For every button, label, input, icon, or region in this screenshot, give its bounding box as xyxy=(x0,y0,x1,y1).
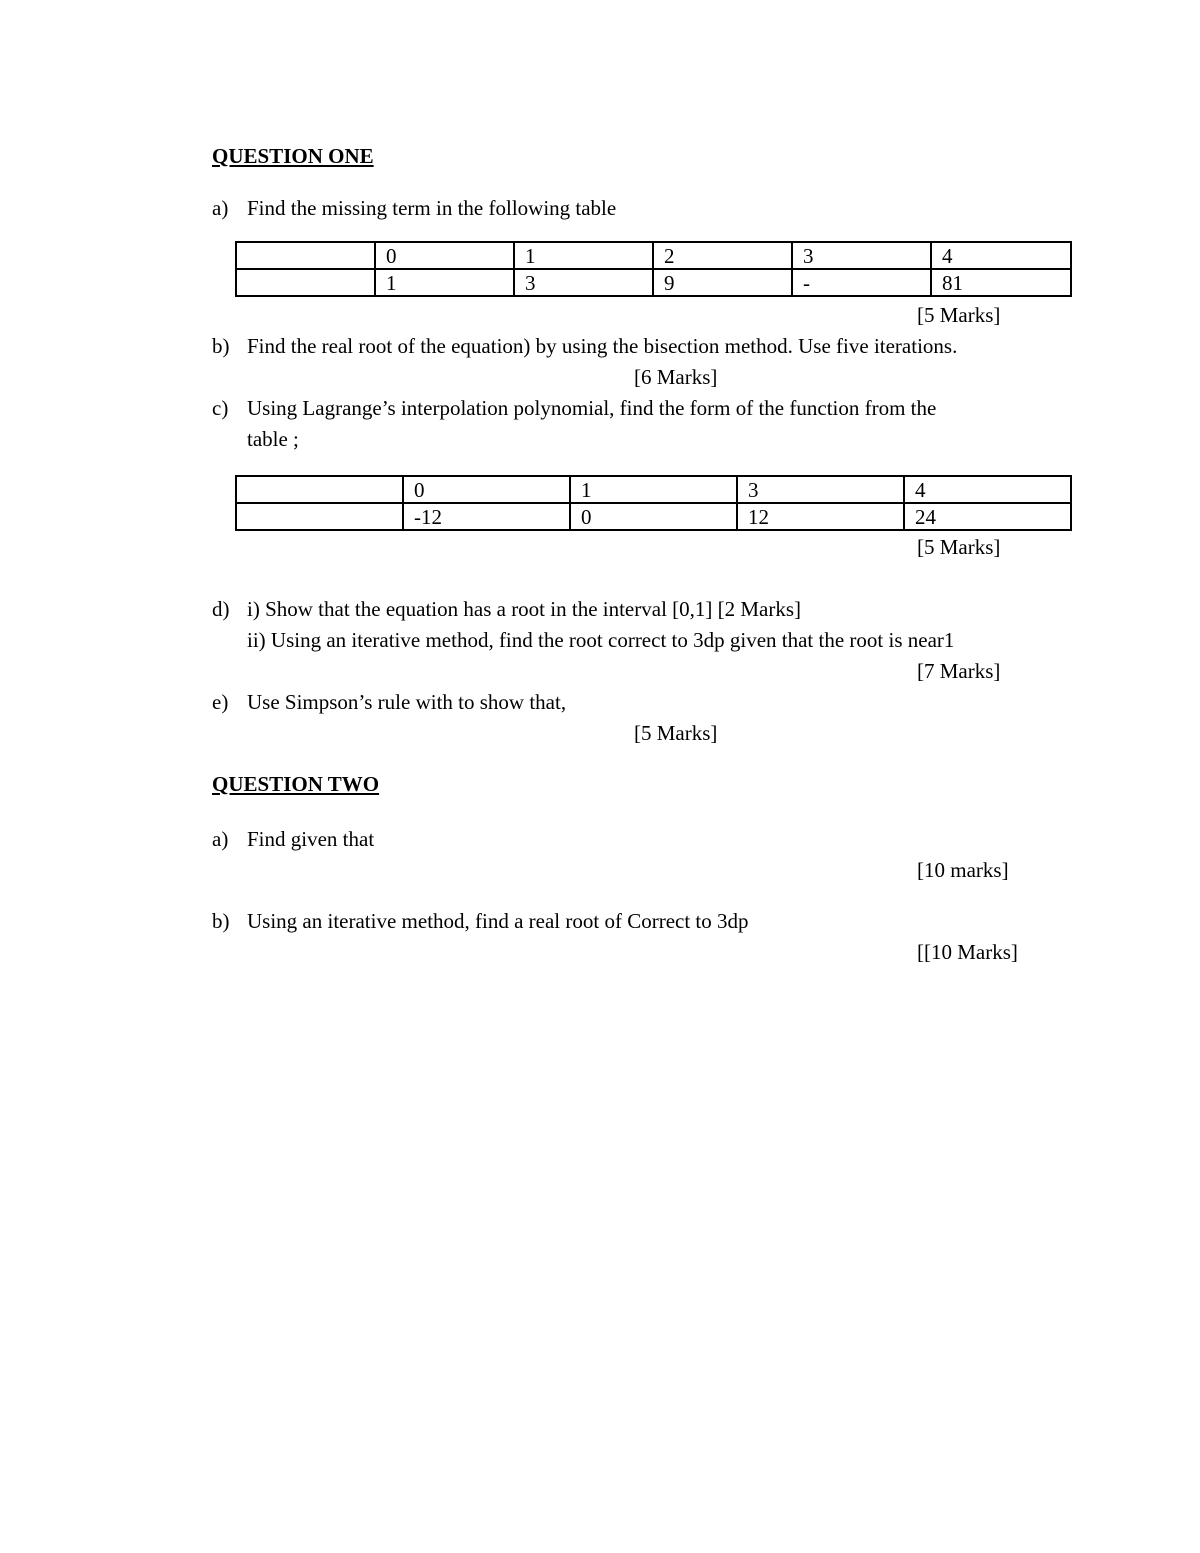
q2b-text: Using an iterative method, find a real root of Correct to 3dp xyxy=(247,909,749,933)
table-cell: 0 xyxy=(375,242,514,269)
q1a-table xyxy=(235,241,1072,297)
table-cell: 24 xyxy=(904,503,1071,530)
q2a-letter: a) xyxy=(212,827,229,851)
q1d-marks: [7 Marks] xyxy=(917,659,1001,683)
table-row xyxy=(236,476,1071,503)
table-cell: 0 xyxy=(403,476,570,503)
q2a-marks: [10 marks] xyxy=(917,858,1009,882)
table-cell: 1 xyxy=(514,242,653,269)
table-cell: 3 xyxy=(514,269,653,296)
q1c-text-line2: table ; xyxy=(247,427,299,451)
q1b-text: Find the real root of the equation) by using the bisection method. Use five iterations. xyxy=(247,334,958,358)
q1c-marks: [5 Marks] xyxy=(917,535,1001,559)
q1d-letter: d) xyxy=(212,597,230,621)
table-row xyxy=(236,503,1071,530)
table-cell: 81 xyxy=(931,269,1071,296)
q1e-text: Use Simpson’s rule with to show that, xyxy=(247,690,567,714)
table-cell: 1 xyxy=(375,269,514,296)
table-row xyxy=(236,269,1071,296)
q1a-letter: a) xyxy=(212,196,229,220)
table-cell: 2 xyxy=(653,242,792,269)
table-row xyxy=(236,242,1071,269)
q1a-text: Find the missing term in the following table xyxy=(247,196,617,220)
q1c-table xyxy=(235,475,1072,531)
q2b-marks: [[10 Marks] xyxy=(917,940,1018,964)
q2a-text: Find given that xyxy=(247,827,375,851)
question-two-heading: QUESTION TWO xyxy=(212,772,380,796)
table-cell: 9 xyxy=(653,269,792,296)
table-cell: 4 xyxy=(931,242,1071,269)
table-cell: -12 xyxy=(403,503,570,530)
table-cell: 1 xyxy=(570,476,737,503)
table-cell xyxy=(236,242,375,269)
q1e-marks: [5 Marks] xyxy=(634,721,718,745)
q1c-letter: c) xyxy=(212,396,229,420)
table-cell: 12 xyxy=(737,503,904,530)
q1a-marks: [5 Marks] xyxy=(917,303,1001,327)
q1d-text-line1: i) Show that the equation has a root in the interval [0,1] [2 Marks] xyxy=(247,597,802,621)
q1d-text-line2: ii) Using an iterative method, find the root correct to 3dp given that the root is near1 xyxy=(247,628,955,652)
q1b-marks: [6 Marks] xyxy=(634,365,718,389)
table-cell: 3 xyxy=(737,476,904,503)
q1b-letter: b) xyxy=(212,334,230,358)
table-cell: 4 xyxy=(904,476,1071,503)
table-cell: - xyxy=(792,269,931,296)
q2b-letter: b) xyxy=(212,909,230,933)
table-cell: 3 xyxy=(792,242,931,269)
table-cell xyxy=(236,476,403,503)
table-cell xyxy=(236,503,403,530)
q1e-letter: e) xyxy=(212,690,229,714)
table-cell: 0 xyxy=(570,503,737,530)
question-one-heading: QUESTION ONE xyxy=(212,144,374,168)
q1c-text-line1: Using Lagrange’s interpolation polynomial, find the form of the function from the xyxy=(247,396,937,420)
table-cell xyxy=(236,269,375,296)
